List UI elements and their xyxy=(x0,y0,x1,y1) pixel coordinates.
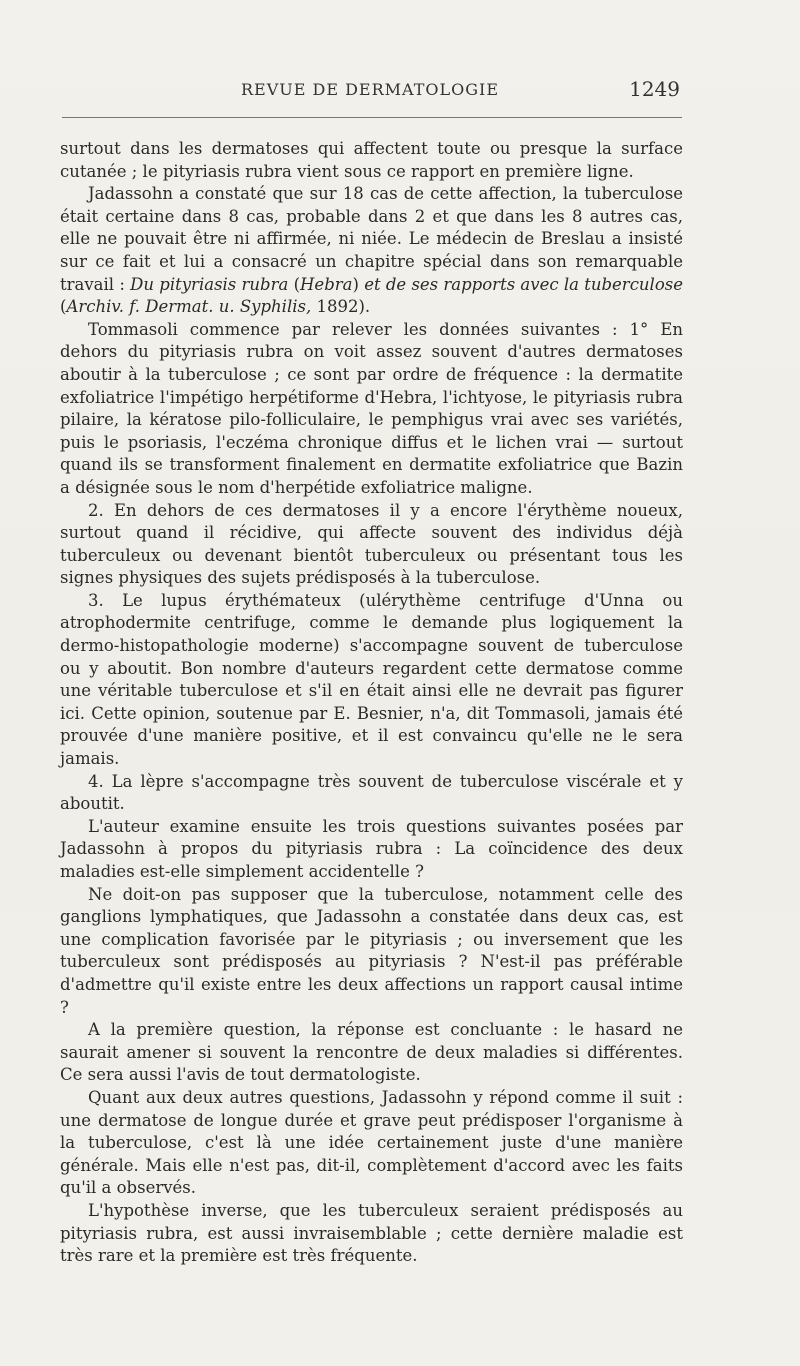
page-number: 1249 xyxy=(629,77,680,101)
paragraph xyxy=(60,1087,683,1200)
paragraph-text: A la première question, la réponse est concluante : le hasard ne saurait amener si souvent la rencontre de deux maladies si différentes. Ce sera aussi l'avis de tout dermatologiste. xyxy=(60,1020,683,1085)
paragraph xyxy=(60,138,683,183)
italic-text: Hebra xyxy=(300,274,353,294)
running-title: REVUE DE DERMATOLOGIE xyxy=(240,80,500,99)
paragraph xyxy=(60,183,683,319)
body-text xyxy=(60,138,683,1268)
paragraph xyxy=(60,1019,683,1087)
italic-text: et de ses rapports avec la tuberculose xyxy=(364,274,684,294)
paragraph-text: Quant aux deux autres questions, Jadassohn y répond comme il suit : une dermatose de longue durée et grave peut prédisposer l'organisme à la tuberculose, c'est là une idée certainement juste d'une manière générale. Mais elle n'est pas, dit-il, complètement d'accord avec les faits qu'il a observés. xyxy=(60,1087,683,1198)
paragraph-text: ( xyxy=(60,297,67,317)
paragraph-text: 3. Le lupus érythémateux (ulérythème centrifuge d'Unna ou atrophodermite centrifuge, comme le demande plus logiquement la dermo-histopathologie moderne) s'accompagne souvent de tuberculose ou y aboutit. Bon nombre d'auteurs regardent cette dermatose comme une véritable tuberculose et s'il en était ainsi elle ne devrait pas figurer ici. Cette opinion, soutenue par E. Besnier, n'a, dit Tommasoli, jamais été prouvée d'une manière positive, et il est convaincu qu'elle ne le sera jamais. xyxy=(60,590,683,769)
paragraph-text: L'hypothèse inverse, que les tuberculeux seraient prédisposés au pityriasis rubra, est aussi invraisemblable ; cette dernière maladie est très rare et la première est très fréquente. xyxy=(60,1200,683,1266)
paragraph xyxy=(60,1200,683,1268)
paragraph-text: L'auteur examine ensuite les trois questions suivantes posées par Jadassohn à propos du pityriasis rubra : La coïncidence des deux maladies est-elle simplement accidentelle ? xyxy=(60,816,683,881)
header-rule xyxy=(62,117,682,118)
paragraph-text: surtout dans les dermatoses qui affectent toute ou presque la surface cutanée ; le pityriasis rubra vient sous ce rapport en première ligne. xyxy=(60,139,683,181)
paragraph-text: 1892). xyxy=(311,297,371,317)
paragraph xyxy=(60,816,683,884)
paragraph-text: Ne doit-on pas supposer que la tuberculose, notamment celle des ganglions lymphatiques, que Jadassohn a constatée dans deux cas, est une complication favorisée par le pityriasis ; ou inversement que les tuberculeux sont prédisposés au pityriasis ? N'est-il pas préférable d'admettre qu'il existe entre les deux affections un rapport causal intime ? xyxy=(60,884,683,1017)
page-header xyxy=(60,77,680,110)
paragraph-text: Jadassohn a constaté que sur 18 cas de cette affection, la tuberculose était certaine dans 8 cas, probable dans 2 et que dans les 8 autres cas, elle ne pouvait être ni affirmée, ni niée. Le médecin de Breslau a insisté sur ce fait et lui a consacré un chapitre spécial dans son remarquable travail : xyxy=(60,184,683,294)
paragraph-text: 4. La lèpre s'accompagne très souvent de tuberculose viscérale et y aboutit. xyxy=(60,771,683,814)
paragraph-text: 2. En dehors de ces dermatoses il y a encore l'érythème noueux, surtout quand il récidive, qui affecte souvent des individus déjà tuberculeux ou devenant bientôt tuberculeux ou présentant tous les signes physiques des sujets prédisposés à la tuberculose. xyxy=(60,500,683,588)
paragraph-text: ( xyxy=(288,274,301,294)
italic-text: Archiv. f. Dermat. u. Syphilis, xyxy=(66,297,312,317)
paragraph xyxy=(60,771,683,816)
paragraph-text: ) xyxy=(352,274,365,294)
italic-text: Du pityriasis rubra xyxy=(130,274,289,294)
paragraph xyxy=(60,884,683,1020)
paragraph-text: Tommasoli commence par relever les données suivantes : 1° En dehors du pityriasis rubra on voit assez souvent d'autres dermatoses aboutir à la tuberculose ; ce sont par ordre de fréquence : la dermatite exfoliatrice l'impétigo herpétiforme d'Hebra, l'ichtyose, le pityriasis rubra pilaire, la kératose pilo-folliculaire, le pemphigus vrai avec ses variétés, puis le psoriasis, l'eczéma chronique diffus et le lichen vrai — surtout quand ils se transforment finalement en dermatite exfoliatrice que Bazin a désignée sous le nom d'herpétide exfoliatrice maligne. xyxy=(60,319,683,497)
paragraph xyxy=(60,319,683,500)
paragraph xyxy=(60,500,683,590)
paragraph xyxy=(60,590,683,771)
